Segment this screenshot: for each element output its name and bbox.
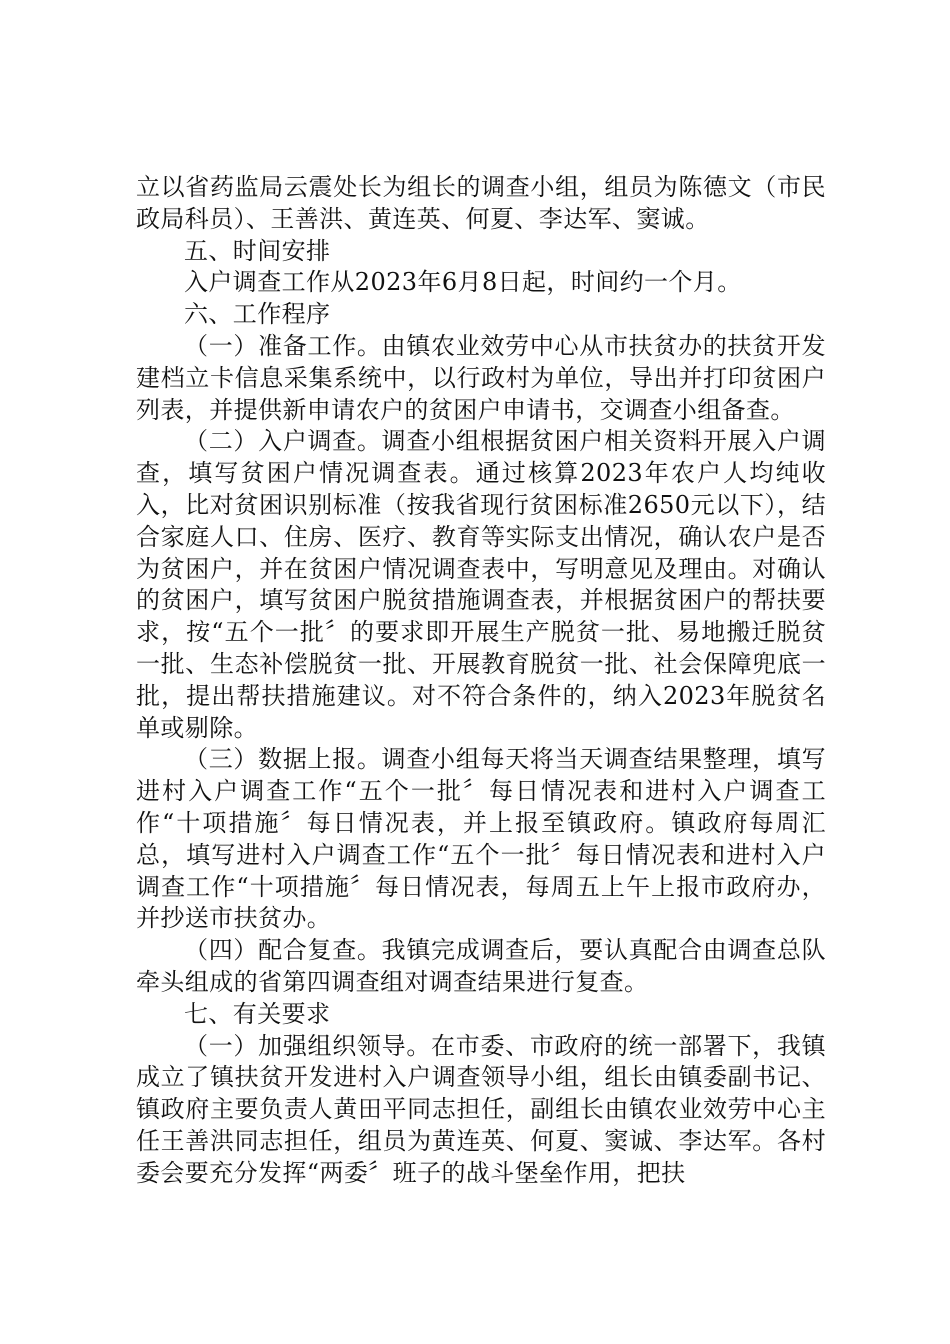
paragraph-data-reporting: （三）数据上报。调查小组每天将当天调查结果整理，填写进村入户调查工作“五个一批〞每日情况表和进村入户调查工作“十项措施〞每日情况表，并上报至镇政府。镇政府每周汇总，填写进村入户调查工作“五个一批〞每日情况表和进村入户调查工作“十项措施〞每日情况表，每周五上午上报市政府办，并抄送市扶贫办。: [136, 745, 826, 933]
heading-time-arrangement: 五、时间安排: [184, 236, 331, 265]
paragraph-preparation: （一）准备工作。由镇农业效劳中心从市扶贫办的扶贫开发建档立卡信息采集系统中，以行政村为单位，导出并打印贫困户列表，并提供新申请农户的贫困户申请书，交调查小组备查。: [136, 331, 826, 424]
paragraph-organization-leadership: （一）加强组织领导。在市委、市政府的统一部署下，我镇成立了镇扶贫开发进村入户调查领导小组，组长由镇委副书记、镇政府主要负责人黄田平同志担任，副组长由镇农业效劳中心主任王善洪同志担任，组员为黄连英、何夏、窦诚、李达军。各村委会要充分发挥“两委〞班子的战斗堡垒作用，把扶: [136, 1031, 826, 1187]
paragraph-time-arrangement: 入户调查工作从2023年6月8日起，时间约一个月。: [184, 268, 742, 297]
heading-work-procedure: 六、工作程序: [184, 300, 331, 329]
paragraph-household-survey: （二）入户调查。调查小组根据贫困户相关资料开展入户调查，填写贫困户情况调查表。通过核算2023年农户人均纯收入，比对贫困识别标准（按我省现行贫困标准2650元以下），结合家庭人口、住房、医疗、教育等实际支出情况，确认农户是否为贫困户，并在贫困户情况调查表中，写明意见及理由。对确认的贫困户，填写贫困户脱贫措施调查表，并根据贫困户的帮扶要求，按“五个一批〞的要求即开展生产脱贫一批、易地搬迁脱贫一批、生态补偿脱贫一批、开展教育脱贫一批、社会保障兜底一批，提出帮扶措施建议。对不符合条件的，纳入2023年脱贫名单或剔除。: [136, 427, 826, 742]
heading-requirements: 七、有关要求: [184, 999, 331, 1028]
document-body: [136, 172, 826, 1190]
paragraph-review-cooperation: （四）配合复查。我镇完成调查后，要认真配合由调查总队牵头组成的省第四调查组对调查结果进行复查。: [136, 936, 826, 996]
paragraph-survey-group: 立以省药监局云震处长为组长的调查小组，组员为陈德文（市民政局科员）、王善洪、黄连英、何夏、李达军、窦诚。: [136, 173, 826, 233]
